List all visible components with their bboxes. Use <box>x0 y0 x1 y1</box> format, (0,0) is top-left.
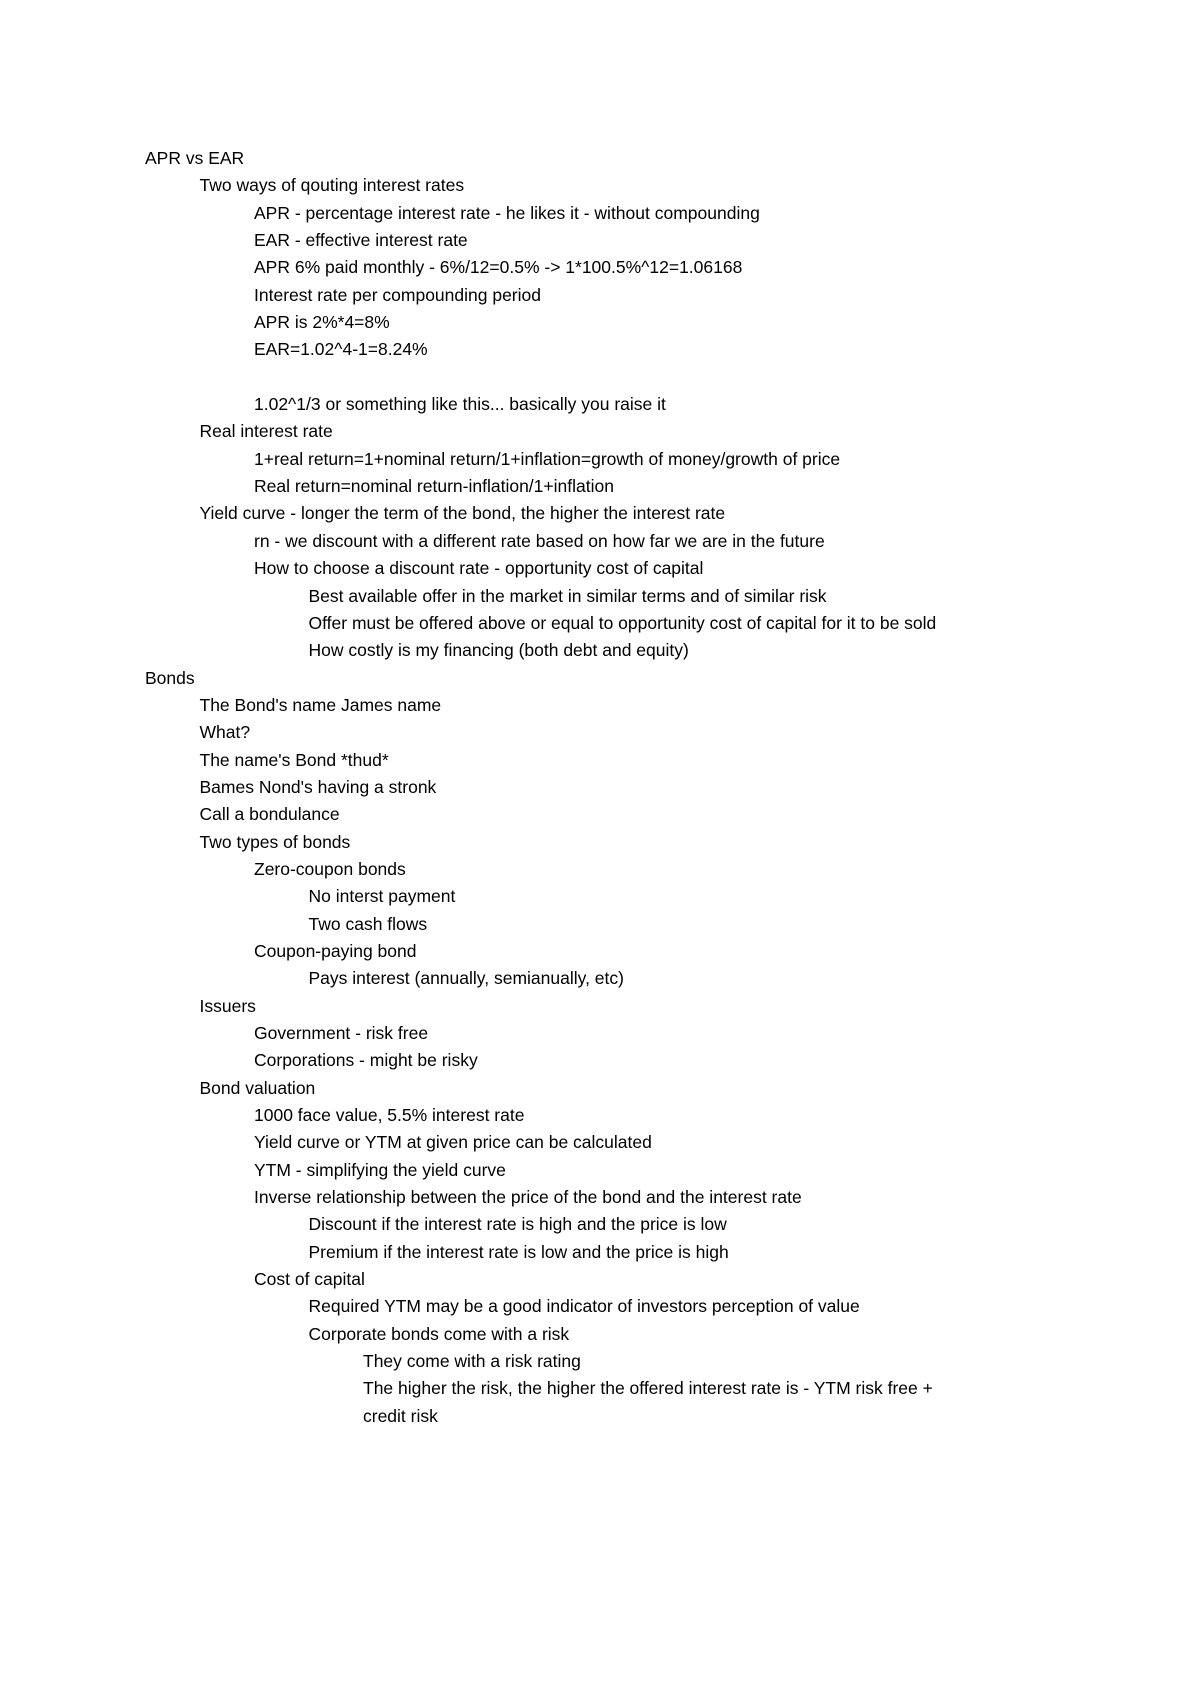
outline-line: Two ways of qouting interest rates <box>199 175 465 196</box>
outline-line: Real return=nominal return-inflation/1+inflation <box>254 476 614 497</box>
outline-line: Bond valuation <box>199 1077 316 1098</box>
outline-line: Coupon-paying bond <box>254 940 417 961</box>
outline-line: YTM - simplifying the yield curve <box>254 1159 506 1180</box>
outline-line: No interst payment <box>308 886 456 907</box>
outline-line: Pays interest (annually, semianually, etc) <box>308 968 624 989</box>
outline-line: Issuers <box>199 995 256 1016</box>
outline-line: Required YTM may be a good indicator of investors perception of value <box>308 1296 860 1317</box>
outline-line: Offer must be offered above or equal to opportunity cost of capital for it to be sold <box>308 612 937 633</box>
outline-line: The name's Bond *thud* <box>199 749 389 770</box>
outline-line: APR - percentage interest rate - he likes it - without compounding <box>254 202 760 223</box>
outline-line: Best available offer in the market in similar terms and of similar risk <box>308 585 827 606</box>
outline-line: Inverse relationship between the price of the bond and the interest rate <box>254 1187 802 1208</box>
outline-notes <box>0 145 1200 1430</box>
outline-line: Government - risk free <box>254 1023 429 1043</box>
outline-line: 1.02^1/3 or something like this... basically you raise it <box>254 394 666 415</box>
outline-line: Yield curve - longer the term of the bond, the higher the interest rate <box>199 503 726 524</box>
outline-line: Yield curve or YTM at given price can be calculated <box>254 1132 652 1153</box>
outline-line: rn - we discount with a different rate based on how far we are in the future <box>254 530 825 551</box>
outline-line: Real interest rate <box>199 421 333 442</box>
outline-line: APR 6% paid monthly - 6%/12=0.5% -> 1*100.5%^12=1.06168 <box>254 257 743 278</box>
outline-line: APR is 2%*4=8% <box>254 312 390 333</box>
outline-line: EAR=1.02^4-1=8.24% <box>254 339 428 360</box>
outline-line: Interest rate per compounding period <box>254 284 541 305</box>
outline-line: The higher the risk, the higher the offered interest rate is - YTM risk free + <box>363 1378 933 1399</box>
outline-line: Two types of bonds <box>199 831 351 852</box>
outline-line: They come with a risk rating <box>363 1351 581 1372</box>
outline-line: How costly is my financing (both debt and equity) <box>308 640 689 661</box>
outline-line: 1000 face value, 5.5% interest rate <box>254 1105 525 1126</box>
outline-line: 1+real return=1+nominal return/1+inflation=growth of money/growth of price <box>254 448 841 469</box>
outline-line: Discount if the interest rate is high and the price is low <box>308 1214 727 1235</box>
outline-line: Corporations - might be risky <box>254 1050 478 1071</box>
outline-line: Bonds <box>145 667 195 688</box>
outline-line: How to choose a discount rate - opportunity cost of capital <box>254 558 704 579</box>
outline-line: Call a bondulance <box>199 804 340 825</box>
outline-line: Corporate bonds come with a risk <box>308 1323 570 1344</box>
outline-line: The Bond's name James name <box>199 694 442 715</box>
outline-line: Two cash flows <box>308 913 428 934</box>
outline-line: Zero-coupon bonds <box>254 858 406 879</box>
outline-line: credit risk <box>363 1405 438 1426</box>
outline-line: Bames Nond's having a stronk <box>199 776 437 797</box>
outline-line <box>0 364 1200 391</box>
outline-line: What? <box>199 722 251 743</box>
outline-line: Premium if the interest rate is low and the price is high <box>308 1241 729 1262</box>
outline-line: Cost of capital <box>254 1269 365 1290</box>
outline-line: APR vs EAR <box>145 148 245 168</box>
outline-line: EAR - effective interest rate <box>254 230 468 251</box>
